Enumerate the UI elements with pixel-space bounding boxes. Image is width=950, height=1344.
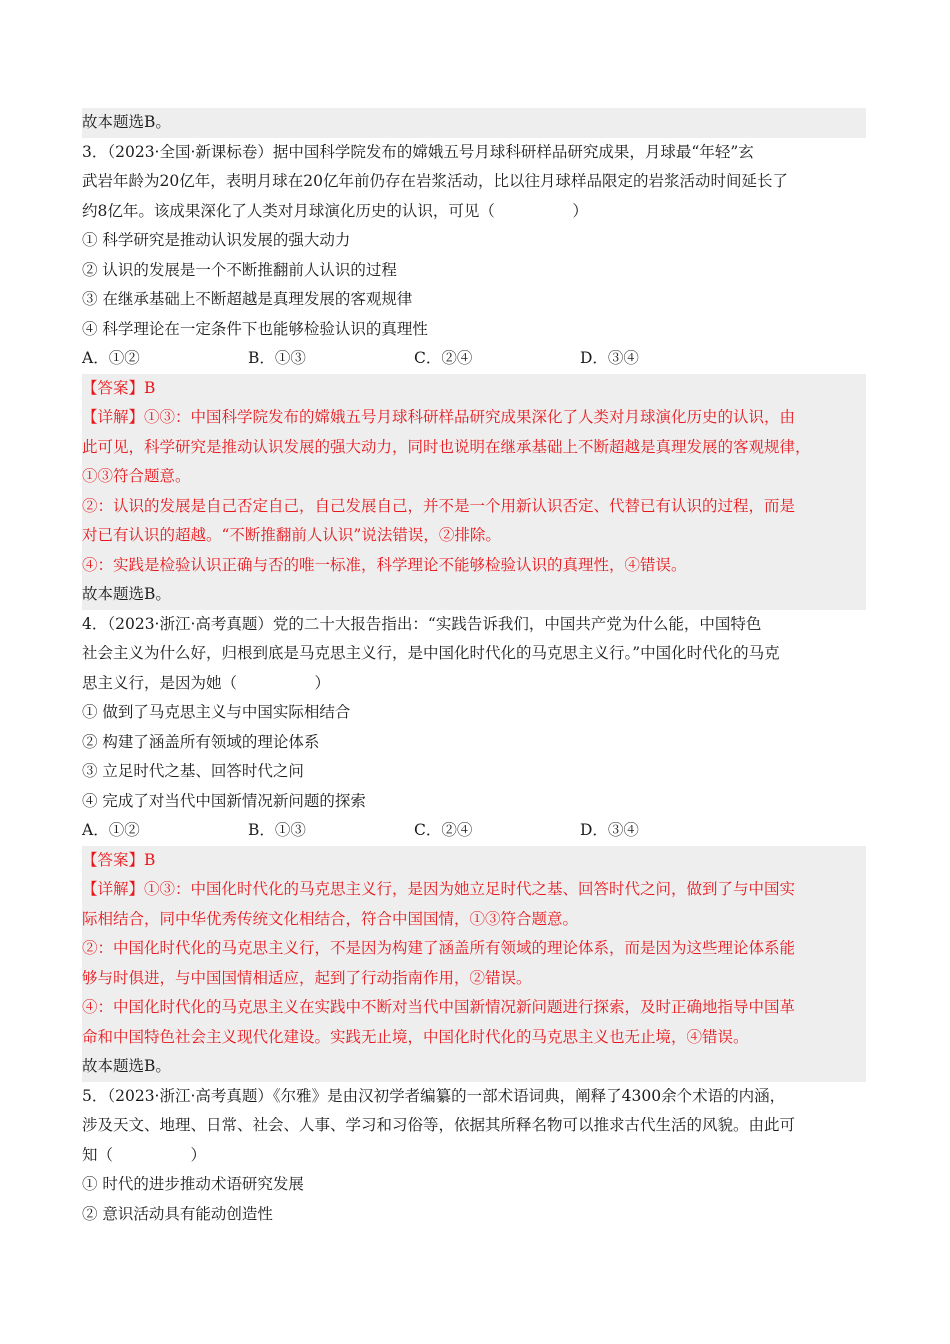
q3-option-b: B．①③ — [248, 349, 306, 367]
q3-stem-line: 武岩年龄为20亿年，表明月球在20亿年前仍存在岩浆活动，比以往月球样品限定的岩浆活动时间延长了 — [82, 172, 788, 190]
q4-item: ③ 立足时代之基、回答时代之问 — [82, 762, 304, 780]
question-5 — [82, 1082, 866, 1230]
q3-answer: 【答案】B — [82, 378, 156, 397]
q3-options — [82, 344, 866, 374]
q4-stem-line: 4．（2023·浙江·高考真题）党的二十大报告指出：“实践告诉我们，中国共产党为什么能，中国特色 — [82, 614, 762, 633]
document-page — [82, 108, 866, 1229]
q3-conclusion: 故本题选B。 — [82, 585, 171, 603]
q3-item: ① 科学研究是推动认识发展的强大动力 — [82, 231, 351, 249]
q3-explanation-line: 对已有认识的超越。“不断推翻前人认识”说法错误，②排除。 — [82, 526, 501, 544]
q4-option-b: B．①③ — [248, 821, 306, 839]
q4-explanation-line: 命和中国特色社会主义现代化建设。实践无止境，中国化时代化的马克思主义也无止境，④错误。 — [82, 1027, 749, 1046]
q3-item: ④ 科学理论在一定条件下也能够检验认识的真理性 — [82, 319, 428, 338]
q4-explanation-line: 际相结合，同中华优秀传统文化相结合，符合中国国情，①③符合题意。 — [82, 909, 579, 928]
q3-stem-line: 约8亿年。该成果深化了人类对月球演化历史的认识，可见（ ） — [82, 201, 588, 220]
q3-item: ③ 在继承基础上不断超越是真理发展的客观规律 — [82, 290, 413, 308]
q5-stem-line: 涉及天文、地理、日常、社会、人事、学习和习俗等，依据其所释名物可以推求古代生活的风貌。由此可 — [82, 1116, 796, 1134]
q4-answer: 【答案】B — [82, 850, 156, 869]
q3-explanation-line: 【详解】①③：中国科学院发布的嫦娥五号月球科研样品研究成果深化了人类对月球演化历史的认识，由 — [82, 408, 796, 426]
q3-stem-line: 3．（2023·全国·新课标卷）据中国科学院发布的嫦娥五号月球科研样品研究成果，月球最“年轻”玄 — [82, 142, 754, 161]
q4-stem-line: 社会主义为什么好，归根到底是马克思主义行，是中国化时代化的马克思主义行。”中国化时代化的马克 — [82, 644, 780, 662]
q4-explanation-line: 【详解】①③：中国化时代化的马克思主义行，是因为她立足时代之基、回答时代之问，做到了与中国实 — [82, 880, 796, 898]
q3-explanation-line: 此可见，科学研究是推动认识发展的强大动力，同时也说明在继承基础上不断超越是真理发展的客观规律， — [82, 437, 811, 456]
q4-explanation-line: ②：中国化时代化的马克思主义行，不是因为构建了涵盖所有领域的理论体系，而是因为这些理论体系能 — [82, 939, 796, 957]
q4-answer-block — [82, 846, 866, 1082]
q4-stem-line: 思主义行，是因为她（ ） — [82, 673, 331, 692]
q4-item: ④ 完成了对当代中国新情况新问题的探索 — [82, 791, 366, 810]
q3-explanation-line: ②：认识的发展是自己否定自己，自己发展自己，并不是一个用新认识否定、代替已有认识的过程，而是 — [82, 496, 796, 515]
q5-stem-line: 5．（2023·浙江·高考真题）《尔雅》是由汉初学者编纂的一部术语词典，阐释了4300余个术语的内涵， — [82, 1086, 786, 1105]
q4-explanation-line: ④：中国化时代化的马克思主义在实践中不断对当代中国新情况新问题进行探索，及时正确地指导中国革 — [82, 998, 796, 1016]
q4-item: ① 做到了马克思主义与中国实际相结合 — [82, 703, 351, 721]
q5-item: ① 时代的进步推动术语研究发展 — [82, 1175, 304, 1193]
q3-item: ② 认识的发展是一个不断推翻前人认识的过程 — [82, 260, 397, 279]
question-4 — [82, 610, 866, 846]
q4-options — [82, 816, 866, 846]
q3-explanation-line: ④：实践是检验认识正确与否的唯一标准，科学理论不能够检验认识的真理性，④错误。 — [82, 555, 687, 574]
q3-option-d: D．③④ — [580, 349, 639, 367]
q4-option-d: D．③④ — [580, 821, 639, 839]
q4-explanation-line: 够与时俱进，与中国国情相适应，起到了行动指南作用，②错误。 — [82, 968, 532, 987]
q4-item: ② 构建了涵盖所有领域的理论体系 — [82, 732, 320, 751]
q3-answer-block — [82, 374, 866, 610]
q4-conclusion: 故本题选B。 — [82, 1057, 171, 1075]
q5-stem-line: 知（ ） — [82, 1145, 207, 1164]
question-3 — [82, 138, 866, 374]
q4-option-c: C．②④ — [414, 821, 473, 839]
q4-option-a: A．①② — [82, 821, 140, 839]
q3-option-a: A．①② — [82, 349, 140, 367]
previous-answer-block — [82, 108, 866, 138]
previous-conclusion: 故本题选B。 — [82, 113, 171, 131]
q3-option-c: C．②④ — [414, 349, 473, 367]
q3-explanation-line: ①③符合题意。 — [82, 467, 191, 485]
q5-item: ② 意识活动具有能动创造性 — [82, 1204, 273, 1223]
